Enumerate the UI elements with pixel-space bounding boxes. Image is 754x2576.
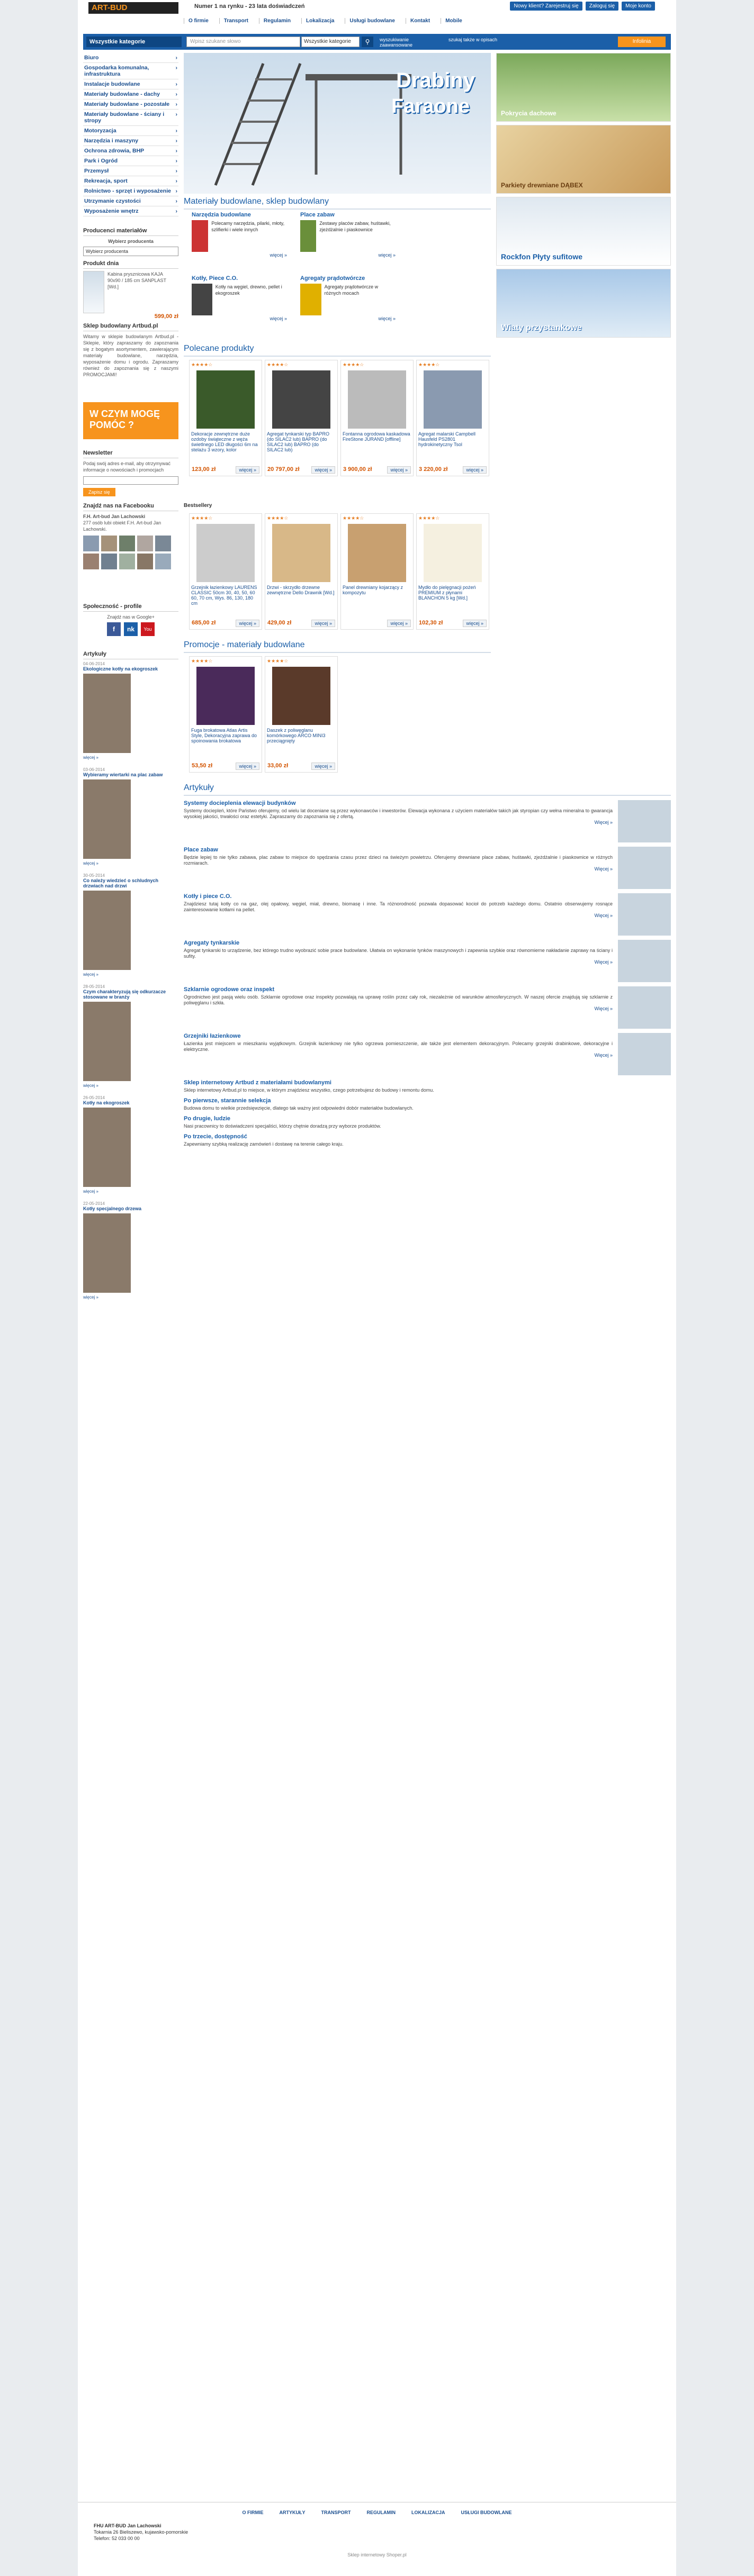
article xyxy=(184,1080,671,1093)
article-image[interactable] xyxy=(618,986,671,1029)
catbox-more-link[interactable]: więcej » xyxy=(270,316,287,321)
catbox-title[interactable]: Place zabaw xyxy=(300,212,335,218)
article-more-link[interactable]: więcej » xyxy=(83,1189,98,1194)
product-price: 429,00 zł xyxy=(267,620,292,626)
bestsellers-section xyxy=(184,503,491,509)
article-more-link[interactable]: Więcej » xyxy=(594,866,613,872)
hero-banner[interactable] xyxy=(184,53,491,194)
help-banner[interactable]: W CZYM MOGĘ POMÓC ? xyxy=(83,402,178,439)
product-price: 20 797,00 zł xyxy=(267,466,300,473)
article xyxy=(184,800,671,842)
product-image[interactable] xyxy=(348,370,406,429)
article-text: Budowa domu to wielkie przedsięwzięcie, dlatego tak ważny jest odpowiedni dobór materiałów budowlanych. xyxy=(184,1105,414,1111)
article-date: 26-05-2014 xyxy=(83,1095,105,1100)
more-button[interactable]: więcej » xyxy=(311,620,335,627)
left-article xyxy=(83,767,178,866)
nk-icon[interactable]: nk xyxy=(124,622,138,636)
newsletter-box xyxy=(83,450,178,496)
article-more-link[interactable]: więcej » xyxy=(83,1083,98,1088)
category-item[interactable]: Rolnictwo - sprzęt i wyposażenie › xyxy=(83,186,178,196)
article-title[interactable]: Kotły i piece C.O. xyxy=(184,893,232,900)
more-button[interactable]: więcej » xyxy=(236,763,259,770)
banner-title: Drabiny xyxy=(396,69,475,92)
article-more-link[interactable]: więcej » xyxy=(83,861,98,866)
facebook-icon[interactable]: f xyxy=(107,622,121,636)
producers-title: Producenci materiałów xyxy=(83,228,178,236)
bestsellers-label: Bestsellery xyxy=(184,503,212,509)
product-card[interactable] xyxy=(340,360,414,476)
more-button[interactable]: więcej » xyxy=(463,620,487,627)
product-card[interactable] xyxy=(416,360,489,476)
product-price: 102,30 zł xyxy=(419,620,443,626)
search-bar xyxy=(83,34,671,50)
rating-stars: ★★★★☆ xyxy=(418,362,440,367)
articles-title: Artykuły xyxy=(184,783,671,796)
product-name[interactable]: Dekoracje zewnętrzne duże ozdoby świąteczne z węża świetlnego LED długości 6m na stelażu 3 wzory, kolor xyxy=(191,431,258,452)
category-item[interactable]: Biuro › xyxy=(83,53,178,63)
article-image[interactable] xyxy=(83,779,131,859)
catbox-generators[interactable] xyxy=(300,275,396,322)
product-image[interactable] xyxy=(424,370,482,429)
article-title[interactable]: Agregaty tynkarskie xyxy=(184,940,240,946)
boiler-image[interactable] xyxy=(192,284,212,315)
footer-link-about[interactable]: O FIRMIE xyxy=(242,2510,264,2515)
category-item[interactable]: Materiały budowlane - pozostałe › xyxy=(83,99,178,110)
facebook-box xyxy=(83,503,178,569)
article-title[interactable]: Ekologiczne kotły na ekogroszek xyxy=(83,666,158,672)
article xyxy=(184,847,671,889)
product-name[interactable]: Agregat tynkarski typ BAPRO (do SILAC2 lub) BAPRO (do SILAC2 lub) BAPRO (do SILAC2 lub) xyxy=(267,431,330,452)
article-image[interactable] xyxy=(83,1002,131,1081)
product-price: 33,00 zł xyxy=(267,763,289,769)
right-ads xyxy=(496,53,671,341)
nav-mobile[interactable]: Mobile xyxy=(441,18,462,24)
drill-image[interactable] xyxy=(192,220,208,252)
article-more-link[interactable]: Więcej » xyxy=(594,820,613,825)
category-item[interactable]: Motoryzacja › xyxy=(83,126,178,136)
top-bar xyxy=(78,0,676,16)
catbox-text: Agregaty prądotwórcze w różnych mocach xyxy=(324,284,379,296)
article-title[interactable]: Wybieramy wiertarki na plac zabaw xyxy=(83,772,163,777)
product-name[interactable]: Grzejnik łazienkowy LAURENS CLASSIC 50cm 30, 40, 50, 60 60, 70 cm, Wys. 86, 130, 180 cm xyxy=(191,585,257,606)
footer-link-articles[interactable]: ARTYKUŁY xyxy=(279,2510,306,2515)
banner-subtitle: Faraone xyxy=(391,95,470,117)
product-of-day-price: 599,00 zł xyxy=(154,313,178,320)
all-categories-button[interactable]: Wszystkie kategorie xyxy=(86,37,182,47)
article-more-link[interactable]: Więcej » xyxy=(594,959,613,965)
footer-link-regulations[interactable]: REGULAMIN xyxy=(366,2510,396,2515)
article-more-link[interactable]: więcej » xyxy=(83,1295,98,1300)
facebook-page-name[interactable]: F.H. Art-bud Jan Lachowski xyxy=(83,514,146,519)
article-text: Agregat tynkarski to urządzenie, bez którego trudno wyobrazić sobie prace budowlane. Ułatwia on wykonanie tynków maszynowych i zapewnia szybkie oraz równomierne nakładanie zaprawy na ściany i sufity. xyxy=(184,948,613,959)
article-image[interactable] xyxy=(618,1033,671,1075)
product-name[interactable]: Fontanna ogrodowa kaskadowa FireStone JURAND [offline] xyxy=(343,431,410,442)
footer-link-transport[interactable]: TRANSPORT xyxy=(321,2510,351,2515)
ad-roofing[interactable]: Pokrycia dachowe xyxy=(496,53,671,122)
article-text: Systemy dociepleń, które Państwo oferujemy, od wielu lat doceniane są przez wykonawców i inwestorów. Elewacja wykonana z użyciem materiałów takich jak styropian czy wełna mineralna to gwarancja wysokiej jakości, trwałości oraz estetyki. Zapraszamy do zapoznania się z ofertą. xyxy=(184,808,613,819)
footer-address: Tokarnia 26 Bieliszewo, kujawsko-pomorskie xyxy=(94,2529,188,2535)
catbox-text: Zestawy placów zabaw, huśtawki, zjeżdżalnie i piaskownice xyxy=(319,221,391,232)
footer-company: FHU ART-BUD Jan Lachowski xyxy=(94,2523,161,2528)
avatar[interactable] xyxy=(101,554,117,569)
product-price: 685,00 zł xyxy=(192,620,216,626)
playground-image[interactable] xyxy=(300,220,316,252)
article-text: Sklep internetowy Artbud.pl to miejsce, w którym znajdziesz wszystko, czego potrzebujesz do budowy i remontu domu. xyxy=(184,1087,434,1093)
articles-section xyxy=(184,783,671,1151)
article-text: Ogrodnictwo jest pasją wielu osób. Szklarnie ogrodowe oraz inspekty pozwalają na uprawę roślin przez cały rok, niezależnie od warunków atmosferycznych. W naszej ofercie znajdują się szklarnie z poliwęglanu i szkła. xyxy=(184,994,613,1005)
category-item[interactable]: Wyposażenie wnętrz › xyxy=(83,206,178,216)
avatar[interactable] xyxy=(155,554,171,569)
more-button[interactable]: więcej » xyxy=(387,620,411,627)
category-item[interactable]: Narzędzia i maszyny › xyxy=(83,136,178,146)
product-card[interactable] xyxy=(189,360,262,476)
article-title[interactable]: Po drugie, ludzie xyxy=(184,1115,231,1122)
avatar[interactable] xyxy=(119,536,135,551)
hotline-button[interactable]: Infolinia xyxy=(618,37,666,47)
article-image[interactable] xyxy=(83,1213,131,1293)
left-articles-box xyxy=(83,651,178,1307)
article-title[interactable]: Czym charakteryzują się odkurzacze stosowane w branży xyxy=(83,989,166,1000)
article-text: Nasi pracownicy to doświadczeni specjaliści, którzy chętnie doradzą przy wyborze produktów. xyxy=(184,1123,381,1129)
nav-transport[interactable]: Transport xyxy=(219,18,248,24)
article-text: Łazienka jest miejscem w mieszkaniu wyjątkowym. Grzejnik łazienkowy nie tylko ogrzewa pomieszczenie, ale także jest elementem dekoracyjnym. Polecamy grzejniki drabinkowe, dekoracyjne i elektryczne. xyxy=(184,1041,613,1052)
article xyxy=(184,986,671,1029)
article-title[interactable]: Po pierwsze, starannie selekcja xyxy=(184,1097,271,1104)
left-article xyxy=(83,984,178,1088)
producers-box xyxy=(83,228,178,256)
rating-stars: ★★★★☆ xyxy=(418,515,440,521)
product-of-day-box xyxy=(83,260,178,320)
nav-location[interactable]: Lokalizacja xyxy=(301,18,334,24)
youtube-icon[interactable]: You xyxy=(141,622,155,636)
product-name[interactable]: Mydło do pielęgnacji pożeń PREMIUM z płynami BLANCHON 5 kg [Wd.] xyxy=(418,585,476,601)
rating-stars: ★★★★☆ xyxy=(191,515,213,521)
article-date: 22-05-2014 xyxy=(83,1201,105,1206)
product-name[interactable]: Daszek z poliwęglanu komórkowego ARCO MINI3 przeciągnięty xyxy=(267,728,326,743)
product-card[interactable] xyxy=(189,656,262,773)
producer-select[interactable]: Wybierz producenta xyxy=(83,247,178,256)
category-item[interactable]: Materiały budowlane - ściany i stropy › xyxy=(83,110,178,126)
nav-about[interactable]: O firmie xyxy=(184,18,209,24)
article-image[interactable] xyxy=(83,891,131,970)
category-item[interactable]: Utrzymanie czystości › xyxy=(83,196,178,206)
rating-stars: ★★★★☆ xyxy=(343,515,364,521)
product-name[interactable]: Panel drewniany kojarzący z kompozytu xyxy=(343,585,403,595)
main-section xyxy=(184,197,491,210)
gplus-link[interactable]: Znajdź nas w Google+ xyxy=(107,614,155,620)
left-articles-title: Artykuły xyxy=(83,651,178,659)
avatar[interactable] xyxy=(83,554,99,569)
category-item[interactable]: Rekreacja, sport › xyxy=(83,176,178,186)
producers-label: Wybierz producenta xyxy=(108,239,154,244)
product-price: 123,00 zł xyxy=(192,466,216,473)
facebook-fans xyxy=(83,536,178,569)
left-article xyxy=(83,661,178,760)
nav-regulations[interactable]: Regulamin xyxy=(259,18,291,24)
more-button[interactable]: więcej » xyxy=(236,620,259,627)
advanced-search-link[interactable]: wyszukiwanie zaawansowane xyxy=(380,37,413,48)
article-more-link[interactable]: Więcej » xyxy=(594,1053,613,1058)
catbox-more-link[interactable]: więcej » xyxy=(378,252,396,258)
newsletter-text: Podaj swój adres e-mail, aby otrzymywać informacje o nowościach i promocjach xyxy=(83,461,171,473)
catbox-more-link[interactable]: więcej » xyxy=(378,316,396,321)
product-card[interactable] xyxy=(189,513,262,630)
catbox-boilers[interactable] xyxy=(192,275,287,322)
promo-title: Promocje - materiały budowlane xyxy=(184,640,491,653)
account-links xyxy=(510,2,655,11)
more-button[interactable]: więcej » xyxy=(236,466,259,474)
nav-services[interactable]: Usługi budowlane xyxy=(345,18,395,24)
social-box xyxy=(83,603,178,636)
article-date: 30-05-2014 xyxy=(83,873,105,878)
product-image[interactable] xyxy=(348,524,406,582)
product-card[interactable] xyxy=(265,656,338,773)
footer-link-services[interactable]: USŁUGI BUDOWLANE xyxy=(461,2510,512,2515)
search-category-select[interactable]: Wszystkie kategorie xyxy=(301,37,360,47)
product-image[interactable] xyxy=(272,524,330,582)
article xyxy=(184,940,671,982)
generator-image[interactable] xyxy=(300,284,321,315)
article-title[interactable]: Sklep internetowy Artbud z materiałami budowlanymi xyxy=(184,1080,331,1086)
recommended-title: Polecane produkty xyxy=(184,344,491,357)
article-date: 28-05-2014 xyxy=(83,984,105,989)
article-title[interactable]: Place zabaw xyxy=(184,847,218,853)
article-title[interactable]: Systemy docieplenia elewacji budynków xyxy=(184,800,296,806)
article-title[interactable]: Kotły specjalnego drzewa xyxy=(83,1206,142,1211)
product-image[interactable] xyxy=(272,667,330,725)
product-price: 3 900,00 zł xyxy=(343,466,372,473)
article xyxy=(184,1115,671,1129)
rating-stars: ★★★★☆ xyxy=(191,362,213,367)
shop-intro-title: Sklep budowlany Artbud.pl xyxy=(83,323,178,331)
catbox-title[interactable]: Narzędzia budowlane xyxy=(192,212,251,218)
article-title[interactable]: Po trzecie, dostępność xyxy=(184,1133,247,1140)
article-image[interactable] xyxy=(83,674,131,753)
avatar[interactable] xyxy=(83,536,99,551)
catbox-playgrounds[interactable] xyxy=(300,212,396,258)
category-item[interactable]: Gospodarka komunalna, infrastruktura › xyxy=(83,63,178,79)
product-name[interactable]: Drzwi - skrzydło drzewne zewnętrzne Dello Drawnik [Wd.] xyxy=(267,585,335,595)
article-text: Zapewniamy szybką realizację zamówień i dostawę na terenie całego kraju. xyxy=(184,1141,344,1147)
newsletter-email-input[interactable] xyxy=(83,476,178,485)
footer-credit[interactable]: Sklep internetowy Shoper.pl xyxy=(347,2552,407,2557)
product-price: 3 220,00 zł xyxy=(419,466,448,473)
left-article xyxy=(83,1201,178,1300)
ad-rockfon[interactable]: Rockfon Płyty sufitowe xyxy=(496,197,671,266)
tagline: Numer 1 na rynku - 23 lata doświadczeń xyxy=(194,3,305,10)
main-nav xyxy=(184,18,462,24)
facebook-likes: 277 osób lubi obiekt F.H. Art-bud Jan Lachowski. xyxy=(83,520,161,532)
main-title: Materiały budowlane, sklep budowlany xyxy=(184,197,491,210)
article-title[interactable]: Grzejniki łazienkowe xyxy=(184,1033,241,1039)
more-button[interactable]: więcej » xyxy=(463,466,487,474)
product-image[interactable] xyxy=(424,524,482,582)
article-text: Będzie lepiej to nie tylko zabawa, plac zabaw to miejsce do spędzania czasu przez dzieci na świeżym powietrzu. Oferujemy drewniane place zabaw, huśtawki, zjeżdżalnie i piaskownice w różnych rozmiarach. xyxy=(184,855,613,866)
ad-shelters[interactable]: Wiaty przystankowe xyxy=(496,269,671,338)
avatar[interactable] xyxy=(119,554,135,569)
rating-stars: ★★★★☆ xyxy=(267,658,289,664)
left-article xyxy=(83,873,178,977)
nav-contact[interactable]: Kontakt xyxy=(406,18,430,24)
catbox-tools[interactable] xyxy=(192,212,287,258)
product-card[interactable] xyxy=(340,513,414,630)
search-descriptions-checkbox[interactable]: szukaj także w opisach xyxy=(448,37,498,42)
article-title[interactable]: Szklarnie ogrodowe oraz inspekt xyxy=(184,986,275,993)
recommended-section xyxy=(184,344,491,357)
catbox-text: Kotły na węgiel, drewno, pellet i ekogroszek xyxy=(215,284,282,296)
my-account-link[interactable]: Moje konto xyxy=(622,2,655,11)
login-link[interactable]: Zaloguj się xyxy=(586,2,618,11)
newsletter-title: Newsletter xyxy=(83,450,178,458)
article-more-link[interactable]: Więcej » xyxy=(594,1006,613,1011)
avatar[interactable] xyxy=(101,536,117,551)
article xyxy=(184,893,671,936)
article-title[interactable]: Kotły na ekogroszek xyxy=(83,1100,130,1105)
catbox-title[interactable]: Kotły, Piece C.O. xyxy=(192,275,238,282)
more-button[interactable]: więcej » xyxy=(311,763,335,770)
avatar[interactable] xyxy=(137,554,153,569)
article xyxy=(184,1097,671,1111)
shop-intro-text: Witamy w sklepie budowlanym Artbud.pl - Sklepie, który zapraszamy do zapoznania się z bogatym asortymentem, zawierającym materiały budowlane, narzędzia, wyposażenie domu i ogrodu. Zapraszamy również do zapoznania się z naszymi PROMOCJAMI! xyxy=(83,334,178,377)
rating-stars: ★★★★☆ xyxy=(343,362,364,367)
shower-cabin-image[interactable] xyxy=(83,271,104,313)
category-item[interactable]: Park i Ogród › xyxy=(83,156,178,166)
avatar[interactable] xyxy=(155,536,171,551)
product-image[interactable] xyxy=(196,524,255,582)
article-title[interactable]: Co należy wiedzieć o schludnych drzwiach nad drzwi xyxy=(83,878,159,888)
search-input[interactable]: Wpisz szukane słowo xyxy=(186,37,300,47)
article-image[interactable] xyxy=(618,940,671,982)
article-image[interactable] xyxy=(618,847,671,889)
rating-stars: ★★★★☆ xyxy=(191,658,213,664)
article-more-link[interactable]: więcej » xyxy=(83,972,98,977)
category-item[interactable]: Instalacje budowlane › xyxy=(83,79,178,89)
more-button[interactable]: więcej » xyxy=(387,466,411,474)
product-card[interactable] xyxy=(265,513,338,630)
article-image[interactable] xyxy=(618,800,671,842)
category-item[interactable]: Materiały budowlane - dachy › xyxy=(83,89,178,99)
footer-link-location[interactable]: LOKALIZACJA xyxy=(411,2510,445,2515)
article-date: 03-06-2014 xyxy=(83,767,105,772)
article-text: Znajdziesz tutaj kotły co na gaz, olej opałowy, węgiel, miał, drewno, biomasę i inne. Ta różnorodność pozwala dopasować kocioł do potrzeb każdego domu. Ostatnio obserwujemy rosnące zainteresowanie kotłami na pellet. xyxy=(184,901,613,912)
product-price: 53,50 zł xyxy=(192,763,213,769)
newsletter-submit-button[interactable]: Zapisz się xyxy=(83,488,115,496)
catbox-text: Polecamy narzędzia, pilarki, młoty, szlifierki i wiele innych xyxy=(211,221,285,232)
rating-stars: ★★★★☆ xyxy=(267,362,289,367)
category-list xyxy=(83,53,178,216)
article-more-link[interactable]: więcej » xyxy=(83,755,98,760)
product-image[interactable] xyxy=(272,370,330,429)
search-icon[interactable]: ⚲ xyxy=(362,37,373,47)
footer-phone: Telefon: 52 033 00 00 xyxy=(94,2536,140,2541)
article-more-link[interactable]: Więcej » xyxy=(594,913,613,918)
article xyxy=(184,1033,671,1075)
footer xyxy=(78,2502,676,2576)
footer-links xyxy=(78,2502,676,2523)
ad-parquet[interactable]: Parkiety drewniane DĄBEX xyxy=(496,125,671,194)
article-image[interactable] xyxy=(618,893,671,936)
article xyxy=(184,1133,671,1147)
social-title: Społeczność - profile xyxy=(83,603,178,612)
promo-section xyxy=(184,640,491,653)
page xyxy=(78,0,676,2576)
category-item[interactable]: Przemysł › xyxy=(83,166,178,176)
product-image[interactable] xyxy=(196,667,255,725)
register-link[interactable]: Nowy klient? Zarejestruj się xyxy=(510,2,582,11)
catbox-title[interactable]: Agregaty prądotwórcze xyxy=(300,275,365,282)
product-of-day-title: Produkt dnia xyxy=(83,260,178,269)
logo[interactable]: ART-BUD xyxy=(88,2,178,14)
product-image[interactable] xyxy=(196,370,255,429)
shop-intro-box xyxy=(83,323,178,397)
article-image[interactable] xyxy=(83,1108,131,1187)
more-button[interactable]: więcej » xyxy=(311,466,335,474)
product-card[interactable] xyxy=(265,360,338,476)
rating-stars: ★★★★☆ xyxy=(267,515,289,521)
product-name[interactable]: Fuga brokatowa Atlas Artis Style, Dekoracyjna zaprawa do spoinowania brokatowa xyxy=(191,728,257,743)
avatar[interactable] xyxy=(137,536,153,551)
facebook-title: Znajdź nas na Facebooku xyxy=(83,503,178,511)
catbox-more-link[interactable]: więcej » xyxy=(270,252,287,258)
category-item[interactable]: Ochrona zdrowia, BHP › xyxy=(83,146,178,156)
left-article xyxy=(83,1095,178,1194)
article-date: 04-06-2014 xyxy=(83,661,105,666)
product-card[interactable] xyxy=(416,513,489,630)
product-of-day-desc[interactable]: Kabina prysznicowa KAJA 90x90 / 185 cm SANPLAST [Wd.] xyxy=(107,271,166,289)
product-name[interactable]: Agregat malarski Campbell Hausfeld PS2801 hydrokinetyczny Tsol xyxy=(418,431,476,447)
